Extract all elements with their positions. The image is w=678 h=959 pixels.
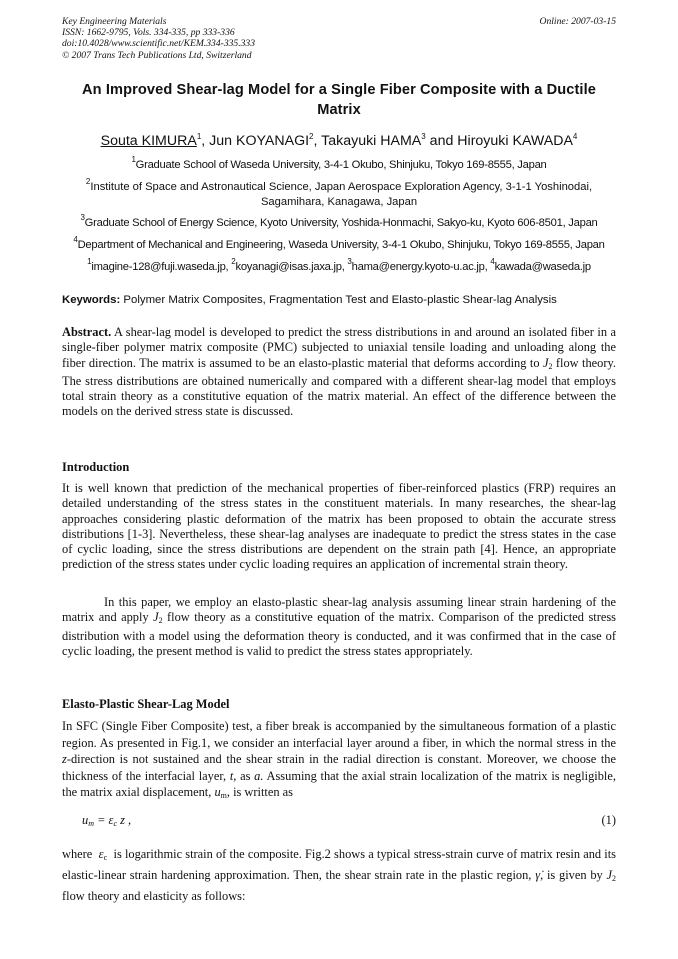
intro-heading: Introduction (62, 460, 130, 474)
para-text: flow theory and elasticity as follows: (62, 888, 246, 903)
var-z: z (62, 752, 67, 767)
aff-sup: 2 (85, 177, 91, 186)
var-eps-sub: c (103, 853, 108, 862)
author-sep: and (425, 133, 458, 149)
para-text: flow theory as a constitutive equation of the matrix. Comparison of the predicted stress distribution with a model using the deformation theory is conducted, and it was confirmed that in the case of cyclic loading, the present method is valid to predict the stress states appropriately. (62, 610, 616, 658)
author-3-sup: 3 (421, 132, 426, 141)
keywords (62, 293, 616, 308)
author-sep: , (313, 133, 322, 149)
affiliation-2 (62, 177, 616, 210)
email-link[interactable]: koyanagi@isas.jaxa.jp, (235, 261, 348, 273)
aff-sup: 4 (73, 235, 78, 244)
email-sup: 2 (231, 257, 236, 266)
intro-paragraph-2 (62, 595, 616, 659)
author-4: Hiroyuki KAWADA (457, 133, 573, 149)
para-text: , is given by (540, 867, 603, 882)
j2-sub: 2 (612, 873, 617, 883)
author-1[interactable]: Souta KIMURA (100, 133, 197, 149)
para-text: where (62, 847, 93, 861)
eq-u-sub: m (88, 819, 94, 828)
var-um-sub: m (220, 791, 227, 801)
abstract-label: Abstract. (62, 325, 112, 339)
model-paragraph-1 (62, 718, 616, 805)
eq-u: u (82, 813, 89, 827)
para-text: In SFC (Single Fiber Composite) test, a fiber break is accompanied by the simultaneous formation of a plastic region. As presented in Fig.1, we consider an interfacial layer around a fiber, in which the normal stress in the (62, 719, 616, 750)
model-paragraph-2 (62, 846, 616, 904)
para-text: Assuming that the axial strain localization of the matrix is negligible, the matrix axial displacement, (62, 768, 616, 800)
para-text: , is written as (226, 785, 293, 800)
equation-number: (1) (601, 813, 616, 827)
email-link[interactable]: imagine-128@fuji.waseda.jp, (91, 261, 232, 273)
affiliation-1 (62, 155, 616, 173)
author-1-sup: 1 (196, 132, 202, 141)
para-text: , as (233, 768, 251, 783)
aff-text: Institute of Space and Astronautical Science, Japan Aerospace Exploration Agency, 3-1-1 Yoshinodai, Sagamihara, Kanagawa, Japan (90, 181, 593, 208)
model-heading: Elasto-Plastic Shear-Lag Model (62, 697, 230, 711)
j2-sub: 2 (158, 616, 163, 626)
email-link[interactable]: kawada@waseda.jp (494, 261, 591, 273)
aff-sup: 1 (131, 155, 136, 164)
aff-text: Department of Mechanical and Engineering, Waseda University, 3-4-1 Okubo, Shinjuku, Tokyo 169-8555, Japan (77, 239, 605, 251)
keywords-text: Polymer Matrix Composites, Fragmentation Test and Elasto-plastic Shear-lag Analysis (123, 294, 557, 306)
email-sup: 4 (490, 257, 495, 266)
var-gamma-dot: γ̇ (535, 867, 541, 882)
online-date: Online: 2007-03-15 (539, 16, 616, 27)
eq-eps: = ε (93, 813, 114, 827)
author-3: Takayuki HAMA (321, 133, 422, 149)
author-sep: , (201, 133, 210, 149)
author-list (62, 132, 616, 150)
affiliation-4 (62, 235, 616, 253)
j2-sub: 2 (548, 361, 553, 371)
equation-1-body (82, 813, 131, 828)
issn-line: ISSN: 1662-9795, Vols. 334-335, pp 333-336 (62, 27, 235, 39)
aff-text: Graduate School of Waseda University, 3-4-1 Okubo, Shinjuku, Tokyo 169-8555, Japan (135, 159, 547, 171)
aff-sup: 3 (80, 213, 85, 222)
para-text: is logarithmic strain of the composite. Fig.2 shows a typical stress-strain curve of matrix resin and its elastic-linear strain hardening approximation. Then, the shear strain rate in the plastic region, (62, 847, 616, 882)
abstract-text: flow theory. The stress distributions are obtained numerically and compared with a different shear-lag model that employs total strain theory as a constitutive equation of the matrix material. An effect of the difference between the models on the derived stress state is discussed. (62, 355, 616, 419)
aff-text: Graduate School of Energy Science, Kyoto University, Yoshida-Honmachi, Sakyo-ku, Kyoto 606-8501, Japan (84, 217, 598, 229)
j2-symbol: J (606, 867, 613, 882)
paper-title: An Improved Shear-lag Model for a Single Fiber Composite with a Ductile Matrix (82, 82, 596, 118)
keywords-label: Keywords: (62, 294, 121, 306)
para-text: -direction is not sustained and the shear strain in the radial direction is constant. Moreover, we choose the thickness of the interfacial layer, (62, 752, 616, 783)
journal-header (62, 16, 616, 61)
abstract-text: A shear-lag model is developed to predict the stress distributions in and around an isolated fiber in a single-fiber polymer matrix composite (PMC) subjected to uniaxial tensile loading and unloading along the fiber direction. The matrix is assumed to be an elasto-plastic material that deforms according to (62, 325, 616, 370)
email-link[interactable]: hama@energy.kyoto-u.ac.jp, (351, 261, 491, 273)
author-2: Jun KOYANAGI (209, 133, 310, 149)
email-sup: 3 (347, 257, 352, 266)
author-4-sup: 4 (572, 132, 578, 141)
eq-eps-sub: c (113, 819, 117, 828)
j2-symbol: J (542, 355, 549, 370)
email-sup: 1 (87, 257, 92, 266)
copyright-line: © 2007 Trans Tech Publications Ltd, Switzerland (62, 49, 252, 61)
author-2-sup: 2 (309, 132, 314, 141)
var-eps: ε (98, 847, 104, 861)
email-list (62, 257, 616, 275)
var-um: u (214, 785, 221, 800)
intro-paragraph-1: It is well known that prediction of the mechanical properties of fiber-reinforced plastics (FRP) requires an detailed understanding of the stress states in the constituent materials. In many researches, the shear-lag approaches considering plastic deformation of the matrix has been proposed to obtain the accurate stress distributions [1-3]. Nevertheless, these shear-lag analyses are inadequate to predict the stress states in the case of cyclic loading, since the stress distributions are dependent on the strain path [4]. Hence, an appropriate prediction of the stress states under cyclic loading requires an application of incremental strain theory. (62, 481, 616, 572)
eq-z: z , (117, 813, 132, 827)
var-t: t (229, 768, 234, 783)
j2-symbol: J (153, 610, 159, 625)
abstract (62, 325, 616, 420)
journal-name: Key Engineering Materials (62, 16, 167, 27)
para-text: In this paper, we employ an elasto-plastic shear-lag analysis assuming linear strain hardening of the matrix and apply (62, 595, 616, 625)
doi-line: doi:10.4028/www.scientific.net/KEM.334-335.333 (62, 38, 256, 50)
affiliation-3 (62, 213, 616, 231)
var-a: a. (254, 768, 264, 783)
